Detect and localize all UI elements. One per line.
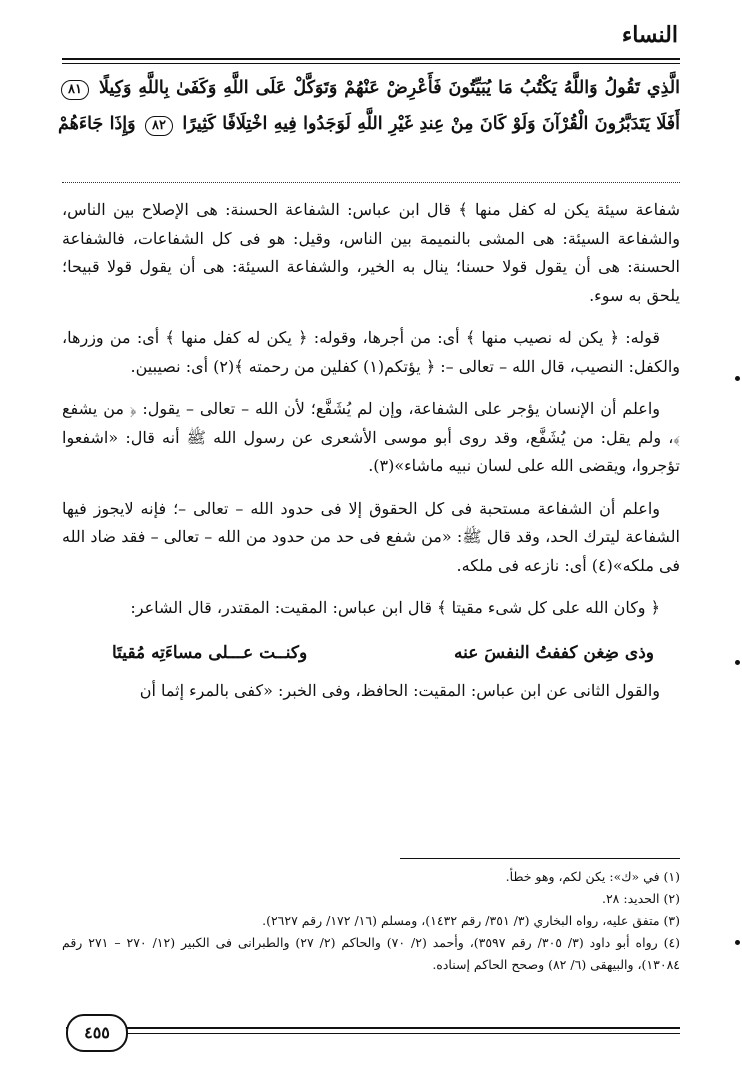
verse-text-1: الَّذِي تَقُولُ وَاللَّهُ يَكْتُبُ مَا يُبَيِّتُونَ فَأَعْرِضْ عَنْهُمْ وَتَوَكَّلْ عَلَى اللَّهِ وَكَفَىٰ بِاللَّهِ وَكِيلًا xyxy=(98,78,680,98)
quran-verse-block xyxy=(58,70,680,142)
ayah-number-marker: ٨١ xyxy=(61,80,89,100)
footnote-1: (١) في «ك»: يكن لكم، وهو خطأ. xyxy=(505,869,680,884)
ayah-number-marker: ٨٢ xyxy=(145,116,173,136)
surah-title: النساء xyxy=(621,22,678,48)
verse-text-2a: أَفَلَا يَتَدَبَّرُونَ الْقُرْآنَ وَلَوْ كَانَ مِنْ عِندِ غَيْرِ اللَّهِ لَوَجَدُوا فِيهِ اخْتِلَافًا كَثِيرًا xyxy=(182,114,680,134)
margin-dot xyxy=(735,376,740,381)
paragraph-2: قوله: ﴿ يكن له نصيب منها ﴾ أى: من أجرها، وقوله: ﴿ يكن له كفل منها ﴾ أى: من وزرها، والكفل: النصيب، قال الله – تعالى –: ﴿ يؤتكم(١) كفلين من رحمته ﴾(٢) أى: نصيبين. xyxy=(62,328,680,376)
commentary-body xyxy=(62,196,680,720)
verse-line-1 xyxy=(58,70,680,106)
footer-rule-thick xyxy=(66,1027,680,1029)
verse-text-2b: وَإِذَا جَاءَهُمْ xyxy=(58,114,136,134)
poem-second-hemistich: وكنــت عـــلى مساءَتِه مُقيتَا xyxy=(112,642,308,663)
header-rule-thick xyxy=(62,58,680,60)
margin-dot xyxy=(735,660,740,665)
margin-dot xyxy=(735,940,740,945)
page-number: ٤٥٥ xyxy=(66,1014,128,1052)
footnote-rule xyxy=(400,858,680,859)
footnotes xyxy=(62,866,680,976)
paragraph-3: واعلم أن الإنسان يؤجر على الشفاعة، وإن لم يُشَفَّع؛ لأن الله – تعالى – يقول: ﴿ من يشفع ﴾، ولم يقل: من يُشَفَّع، وقد روى أبو موسى الأشعرى عن رسول الله ﷺ أنه قال: «اشفعوا تؤجروا، ويقضى الله على لسان نبيه ماشاء»(٣). xyxy=(62,399,680,475)
footer-rule-thin xyxy=(66,1033,680,1034)
poem-verse xyxy=(62,637,680,678)
header-rule-thin xyxy=(62,63,680,64)
paragraph-1: شفاعة سيئة يكن له كفل منها ﴾ قال ابن عباس: الشفاعة الحسنة: هى الإصلاح بين الناس، والشفاعة السيئة: هى المشى بالنميمة بين الناس، وقيل: هو فى كل الشفاعات، فالشفاعة الحسنة: هى أن يقول قولا حسنا؛ ينال به الخير، والشفاعة السيئة: هى أن يقول قولا قبيحا؛ يلحق به سوء. xyxy=(62,200,681,305)
paragraph-6: والقول الثانى عن ابن عباس: المقيت: الحافظ، وفى الخبر: «كفى بالمرء إثما أن xyxy=(139,681,660,700)
verse-line-2 xyxy=(58,106,680,142)
footnote-3: (٣) متفق عليه، رواه البخاري (٣/ ٣٥١/ رقم ١٤٣٢)، ومسلم (١٦/ ١٧٢/ رقم ٢٦٢٧). xyxy=(262,913,680,928)
footnote-4: (٤) رواه أبو داود (٣/ ٣٠٥/ رقم ٣٥٩٧)، وأحمد (٢/ ٧٠) والحاكم (٢/ ٢٧) والطبرانى فى الكبير (١٢/ ٢٧٠ – ٢٧١ رقم ١٣٠٨٤)، والبيهقى (٦/ ٨٢) وصحح الحاكم إسناده. xyxy=(62,935,681,972)
footnote-2: (٢) الحديد: ٢٨. xyxy=(601,891,680,906)
poem-first-hemistich: وذى ضِغن كففتُ النفسَ عنه xyxy=(453,642,654,663)
paragraph-5: ﴿ وكان الله على كل شىء مقيتا ﴾ قال ابن عباس: المقيت: المقتدر، قال الشاعر: xyxy=(130,598,660,617)
paragraph-4: واعلم أن الشفاعة مستحبة فى كل الحقوق إلا فى حدود الله – تعالى –؛ فإنه لايجوز فيها الشفاعة ليترك الحد، وقد قال ﷺ: «من شفع فى حد من حدود من الله – تعالى – فقد ضاد الله فى ملكه»(٤) أى: نازعه فى ملكه. xyxy=(62,498,681,575)
dotted-separator xyxy=(62,182,680,183)
